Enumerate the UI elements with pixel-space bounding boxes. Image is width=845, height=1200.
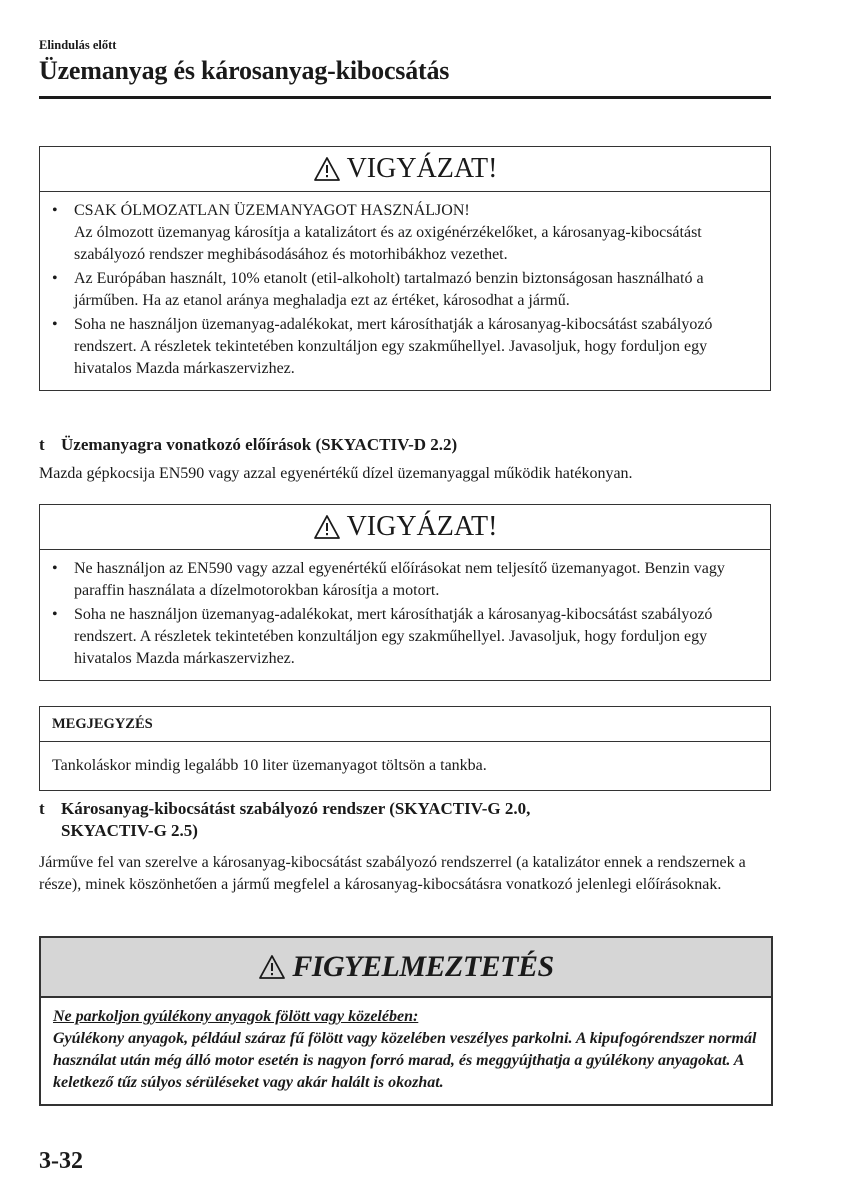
caution-item-text: Ne használjon az EN590 vagy azzal egyenértékű előírásokat nem teljesítő üzemanyagot. Benzin vagy paraffin használata a dízelmotorokban károsítja a motort. <box>74 560 725 599</box>
list-item <box>52 604 758 670</box>
caution-item-text: Soha ne használjon üzemanyag-adalékokat, mert károsíthatják a károsanyag-kibocsátást szabályozó rendszert. A részletek tekintetében konzultáljon egy szakműhellyel. Javasoljuk, hogy forduljon egy hivatalos Mazda márkaszervizhez. <box>74 606 713 667</box>
page-number: 3-32 <box>39 1148 83 1174</box>
list-item <box>52 200 758 266</box>
warning-triangle-icon <box>313 156 341 182</box>
list-item <box>52 314 758 380</box>
caution-heading: VIGYÁZAT! <box>346 511 498 542</box>
paragraph-emission-control: Járműve fel van szerelve a károsanyag-kibocsátást szabályozó rendszerrel (a katalizátor ennek a rendszernek a része), minek köszönhetően a jármű megfelel a károsanyag-kibocsátásra vonatkozó jelenlegi előírásoknak. <box>39 854 746 893</box>
caution-item-title: CSAK ÓLMOZATLAN ÜZEMANYAGOT HASZNÁLJON! <box>74 202 470 219</box>
caution-item-text: Soha ne használjon üzemanyag-adalékokat, mert károsíthatják a károsanyag-kibocsátást szabályozó rendszert. A részletek tekintetében konzultáljon egy szakműhellyel. Javasoljuk, hogy forduljon egy hivatalos Mazda márkaszervizhez. <box>74 316 713 377</box>
subsection-heading-text: Üzemanyagra vonatkozó előírások (SKYACTIV-D 2.2) <box>61 435 458 454</box>
caution-box-body <box>40 550 770 680</box>
subsection-heading-fuel-requirements <box>39 434 457 456</box>
caution-item-text: Az ólmozott üzemanyag károsítja a katalizátort és az oxigénérzékelőket, a károsanyag-kibocsátást szabályozó rendszer meghibásodásához és motorhibákhoz vezethet. <box>74 224 702 263</box>
warning-heading: FIGYELMEZTETÉS <box>292 950 554 983</box>
warning-triangle-icon <box>258 954 286 980</box>
bullet-icon: • <box>52 270 58 287</box>
subsection-heading-emission-control <box>39 798 530 842</box>
bullet-icon: • <box>52 202 58 219</box>
list-item <box>52 558 758 602</box>
bullet-icon: • <box>52 606 58 623</box>
paragraph-fuel-requirements: Mazda gépkocsija EN590 vagy azzal egyenértékű dízel üzemanyaggal működik hatékonyan. <box>39 465 633 482</box>
caution-item-text: Az Európában használt, 10% etanolt (etil-alkoholt) tartalmazó benzin biztonságosan használható a járműben. Ha az etanol aránya meghaladja ezt az értéket, károsodhat a jármű. <box>74 270 704 309</box>
caution-box-header <box>40 147 770 192</box>
caution-box-2 <box>39 504 771 681</box>
section-marker: t <box>39 799 45 818</box>
caution-heading: VIGYÁZAT! <box>346 153 498 184</box>
note-text: Tankoláskor mindig legalább 10 liter üzemanyagot töltsön a tankba. <box>52 757 487 774</box>
warning-lead: Ne parkoljon gyúlékony anyagok fölött vagy közelében: <box>53 1008 419 1025</box>
bullet-icon: • <box>52 560 58 577</box>
section-label: Elindulás előtt <box>39 38 117 52</box>
subsection-heading-text: Károsanyag-kibocsátást szabályozó rendszer (SKYACTIV-G 2.0, <box>61 799 531 818</box>
warning-box-body <box>41 998 771 1104</box>
caution-box-header <box>40 505 770 550</box>
page-title: Üzemanyag és károsanyag-kibocsátás <box>39 56 450 85</box>
warning-text: Gyúlékony anyagok, például száraz fű fölött vagy közelében veszélyes parkolni. A kipufogórendszer normál használat után még álló motor esetén is nagyon forró marad, és meggyújthatja a gyúlékony anyagokat. A keletkező tűz súlyos sérüléseket vagy akár halált is okozhat. <box>53 1030 757 1091</box>
list-item <box>52 268 758 312</box>
caution-box-1 <box>39 146 771 391</box>
bullet-icon: • <box>52 316 58 333</box>
warning-box-header <box>41 938 771 998</box>
warning-triangle-icon <box>313 514 341 540</box>
caution-box-body <box>40 192 770 390</box>
warning-box <box>39 936 773 1106</box>
subsection-heading-text: SKYACTIV-G 2.5) <box>61 821 198 840</box>
note-box <box>39 706 771 791</box>
title-divider <box>39 96 771 99</box>
section-marker: t <box>39 435 45 454</box>
note-heading: MEGJEGYZÉS <box>40 707 770 742</box>
